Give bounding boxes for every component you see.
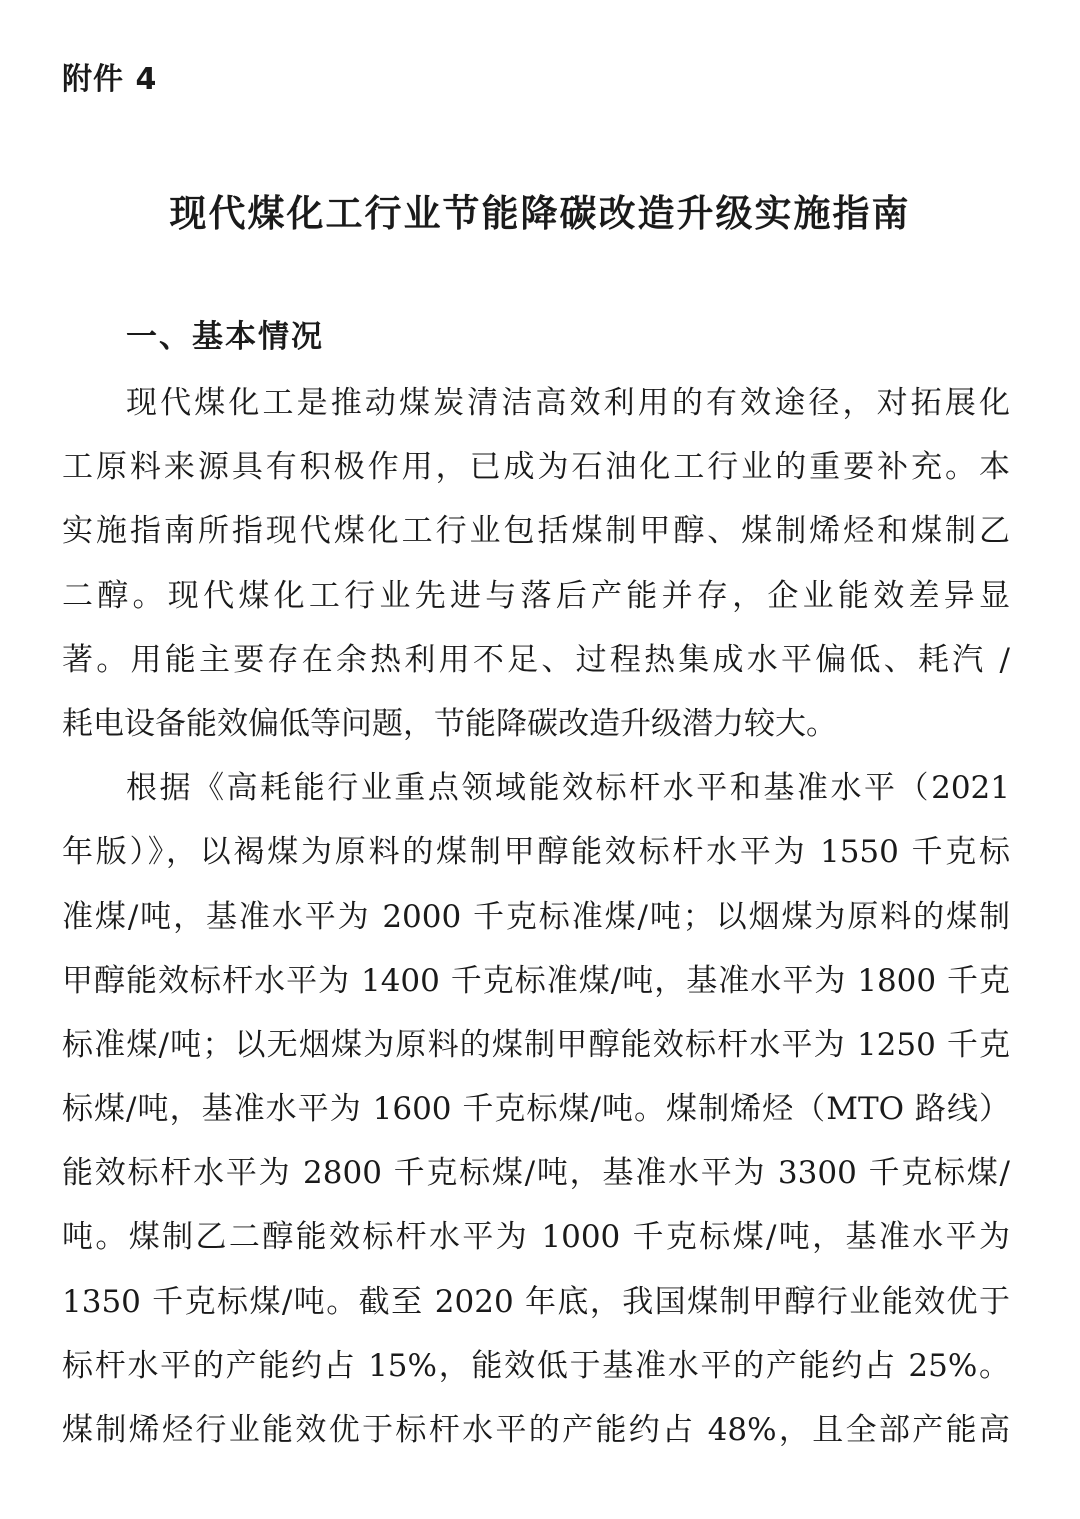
paragraph-line: 根据《高耗能行业重点领域能效标杆水平和基准水平（2021 [126,770,1010,807]
paragraph-line: 能效标杆水平为 2800 千克标煤/吨，基准水平为 3300 千克标煤/ [62,1155,1010,1192]
paragraph-basic-situation [62,371,1010,756]
attachment-label: 附件 4 [62,62,158,97]
paragraph-line: 标杆水平的产能约占 15%，能效低于基准水平的产能约占 25%。 [62,1347,1010,1384]
paragraph-line: 标准煤/吨；以无烟煤为原料的煤制甲醇能效标杆水平为 1250 千克 [62,1026,1010,1063]
paragraph-line: 著。用能主要存在余热利用不足、过程热集成水平偏低、耗汽 / [62,641,1010,678]
paragraph-line: 耗电设备能效偏低等问题，节能降碳改造升级潜力较大。 [62,705,837,742]
document-title: 现代煤化工行业节能降碳改造升级实施指南 [169,192,911,235]
section-heading: 一、基本情况 [126,319,324,355]
paragraph-line: 实施指南所指现代煤化工行业包括煤制甲醇、煤制烯烃和煤制乙 [62,513,1010,550]
paragraph-energy-benchmarks [62,756,1010,1462]
paragraph-line: 吨。煤制乙二醇能效标杆水平为 1000 千克标煤/吨，基准水平为 [62,1219,1010,1256]
body-text [62,371,1010,1462]
paragraph-line: 二醇。现代煤化工行业先进与落后产能并存，企业能效差异显 [62,577,1010,614]
paragraph-line: 标煤/吨，基准水平为 1600 千克标煤/吨。煤制烯烃（MTO 路线） [62,1091,1010,1128]
paragraph-line: 甲醇能效标杆水平为 1400 千克标准煤/吨，基准水平为 1800 千克 [62,962,1010,999]
paragraph-line: 工原料来源具有积极作用，已成为石油化工行业的重要补充。本 [62,449,1010,486]
paragraph-line: 准煤/吨，基准水平为 2000 千克标准煤/吨；以烟煤为原料的煤制 [62,898,1010,935]
paragraph-line: 1350 千克标煤/吨。截至 2020 年底，我国煤制甲醇行业能效优于 [62,1283,1010,1320]
paragraph-line: 现代煤化工是推动煤炭清洁高效利用的有效途径，对拓展化 [126,385,1010,421]
paragraph-line: 年版）》，以褐煤为原料的煤制甲醇能效标杆水平为 1550 千克标 [62,834,1010,871]
paragraph-line: 煤制烯烃行业能效优于标杆水平的产能约占 48%，且全部产能高 [62,1412,1010,1448]
